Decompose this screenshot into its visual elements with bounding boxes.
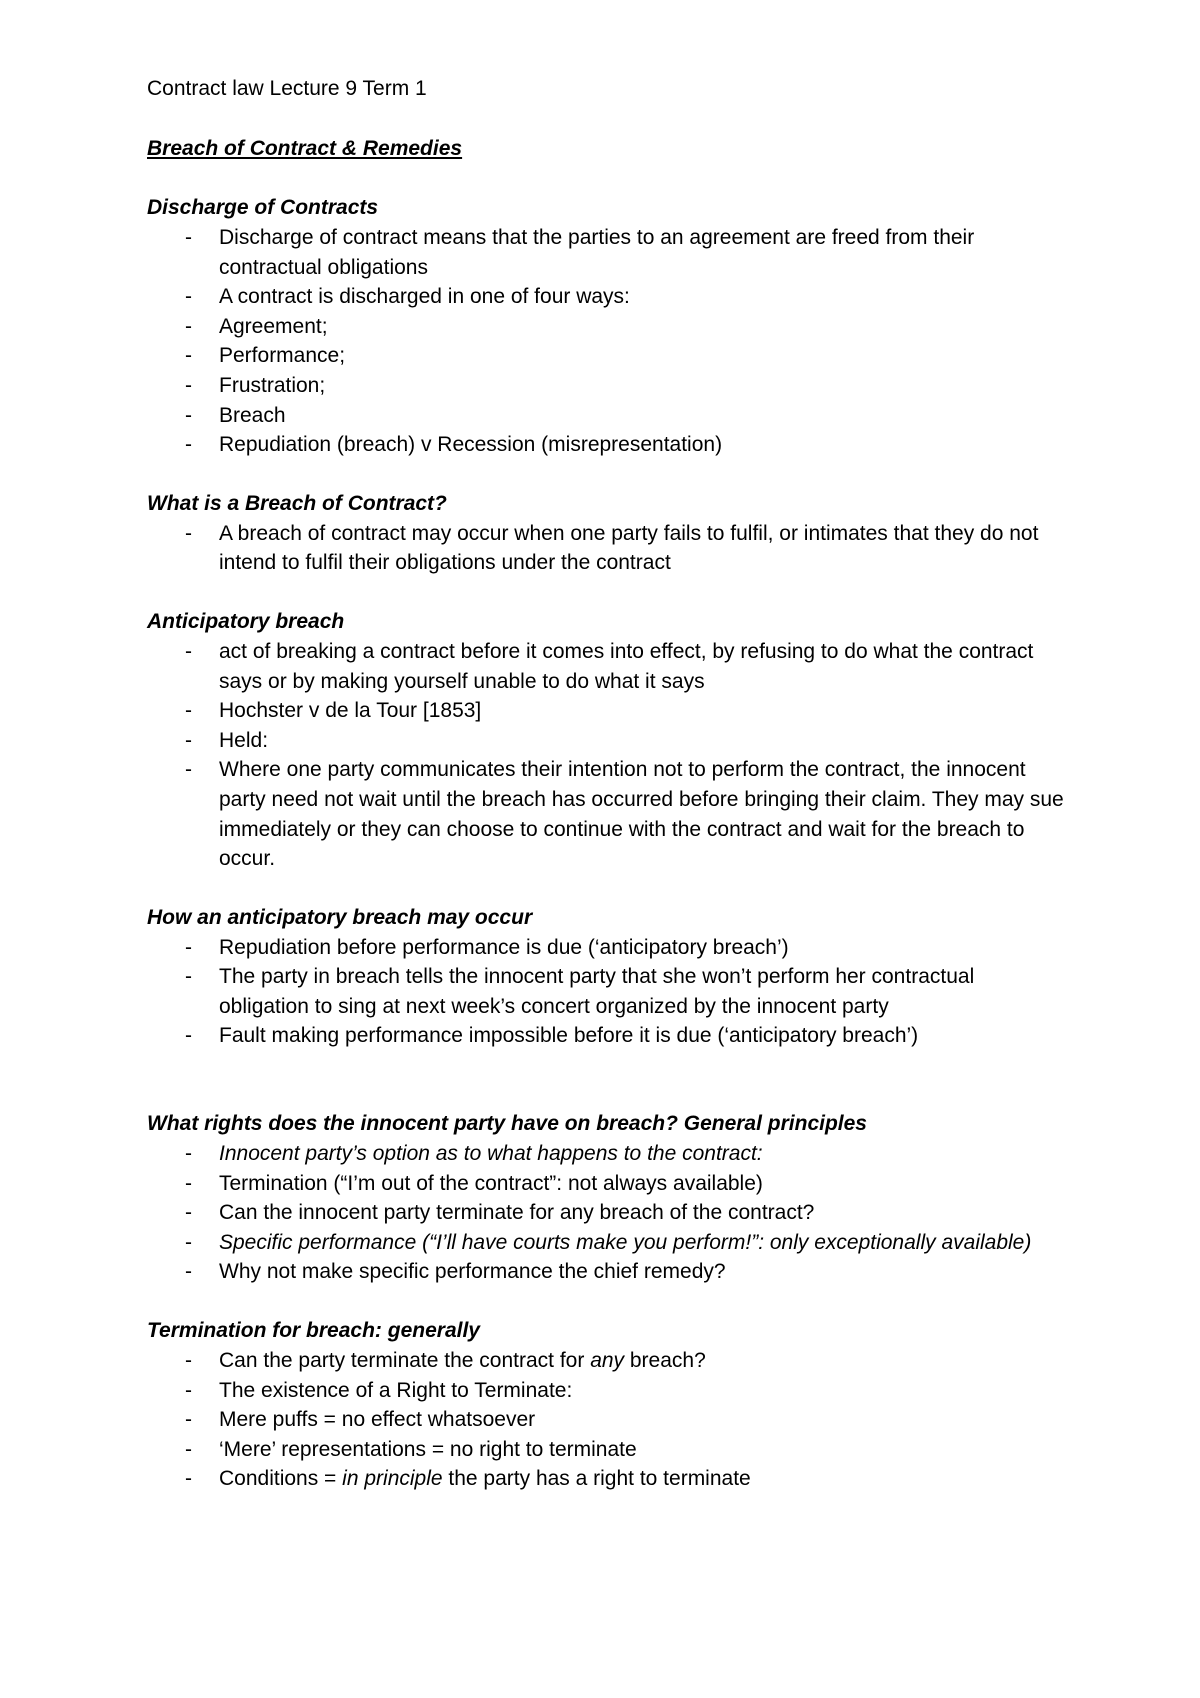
list-item <box>147 371 1067 401</box>
list-item-text: Hochster v de la Tour [1853] <box>219 699 482 723</box>
dash-bullet-icon: - <box>185 373 192 397</box>
list-item <box>147 1198 1067 1228</box>
list-item <box>147 312 1067 342</box>
list-item-text: The existence of a Right to Terminate: <box>219 1378 573 1402</box>
list-item <box>147 962 1067 1021</box>
list-item <box>147 1346 1067 1376</box>
list-item <box>147 1228 1067 1258</box>
list-item <box>147 1376 1067 1406</box>
bullet-list <box>147 933 1067 1051</box>
list-item <box>147 430 1067 460</box>
list-item <box>147 637 1067 696</box>
list-item <box>147 696 1067 726</box>
list-item-text: Why not make specific performance the chief remedy? <box>219 1260 726 1284</box>
dash-bullet-icon: - <box>185 935 192 959</box>
main-heading: Breach of Contract & Remedies <box>147 137 463 160</box>
dash-bullet-icon: - <box>185 403 192 427</box>
bullet-list <box>147 223 1067 460</box>
dash-bullet-icon: - <box>185 344 192 368</box>
list-item-text: Agreement; <box>219 314 328 338</box>
bullet-list <box>147 1346 1067 1494</box>
section-heading: Termination for breach: generally <box>147 1319 480 1343</box>
list-item-text: any <box>590 1349 625 1373</box>
list-item <box>147 1405 1067 1435</box>
section-heading: Anticipatory breach <box>147 609 345 633</box>
dash-bullet-icon: - <box>185 433 192 457</box>
section <box>147 193 1067 460</box>
section <box>147 903 1067 1051</box>
dash-bullet-icon: - <box>185 965 192 989</box>
sections-container <box>147 193 1067 1494</box>
list-item-text: The party in breach tells the innocent party that she won’t perform her contractual obligation to sing at next week’s concert organized by the innocent party <box>219 965 975 1018</box>
section-heading: How an anticipatory breach may occur <box>147 905 533 929</box>
dash-bullet-icon: - <box>185 1260 192 1284</box>
dash-bullet-icon: - <box>185 1024 192 1048</box>
section <box>147 1109 1067 1287</box>
dash-bullet-icon: - <box>185 699 192 723</box>
list-item <box>147 1139 1067 1169</box>
dash-bullet-icon: - <box>185 1349 192 1373</box>
list-item-text: the party has a right to terminate <box>442 1467 751 1491</box>
dash-bullet-icon: - <box>185 285 192 309</box>
dash-bullet-icon: - <box>185 1467 192 1491</box>
list-item-text: Performance; <box>219 344 346 368</box>
list-item-text: Conditions = <box>219 1467 343 1491</box>
list-item-text: Discharge of contract means that the parties to an agreement are freed from their contractual obligations <box>219 226 975 279</box>
list-item-text: Held: <box>219 728 269 752</box>
list-item-text: Repudiation before performance is due (‘anticipatory breach’) <box>219 935 789 959</box>
list-item-text: act of breaking a contract before it comes into effect, by refusing to do what the contract says or by making yourself unable to do what it says <box>219 639 1034 693</box>
dash-bullet-icon: - <box>185 521 192 545</box>
list-item-text: ‘Mere’ representations = no right to terminate <box>219 1437 637 1461</box>
list-item-text: Frustration; <box>219 373 326 397</box>
dash-bullet-icon: - <box>185 314 192 338</box>
list-item <box>147 1257 1067 1287</box>
list-item-text: Fault making performance impossible before it is due (‘anticipatory breach’) <box>219 1024 919 1048</box>
list-item-text: Breach <box>219 403 286 427</box>
list-item-text: Termination (“I’m out of the contract”: not always available) <box>219 1171 763 1195</box>
list-item-text: Specific performance (“I’ll have courts make you perform!”: only exceptionally available) <box>219 1230 1032 1254</box>
list-item-text: Innocent party’s option as to what happens to the contract: <box>219 1142 763 1166</box>
dash-bullet-icon: - <box>185 639 192 663</box>
list-item-text: breach? <box>624 1349 706 1373</box>
section <box>147 489 1067 578</box>
section-heading: What is a Breach of Contract? <box>147 491 447 515</box>
section-heading: What rights does the innocent party have on breach? General principles <box>147 1112 867 1136</box>
list-item <box>147 223 1067 282</box>
list-item-text: A breach of contract may occur when one party fails to fulfil, or intimates that they do not intend to fulfil their obligations under the contract <box>219 521 1039 575</box>
dash-bullet-icon: - <box>185 1201 192 1225</box>
list-item-text: Can the innocent party terminate for any breach of the contract? <box>219 1201 815 1225</box>
list-item <box>147 282 1067 312</box>
list-item <box>147 933 1067 963</box>
bullet-list <box>147 519 1067 578</box>
bullet-list <box>147 1139 1067 1287</box>
list-item <box>147 1021 1067 1051</box>
dash-bullet-icon: - <box>185 1142 192 1166</box>
dash-bullet-icon: - <box>185 728 192 752</box>
section-heading: Discharge of Contracts <box>147 196 379 219</box>
list-item-text: Repudiation (breach) v Recession (misrepresentation) <box>219 433 723 457</box>
list-item-text: in principle <box>342 1467 443 1491</box>
list-item-text: Where one party communicates their intention not to perform the contract, the innocent party need not wait until the breach has occurred before bringing their claim. They may sue immediately or they can choose to continue with the contract and wait for the breach to occur. <box>219 758 1064 871</box>
list-item <box>147 1435 1067 1465</box>
list-item <box>147 755 1067 873</box>
dash-bullet-icon: - <box>185 1437 192 1461</box>
document-page <box>147 74 1067 1523</box>
dash-bullet-icon: - <box>185 1408 192 1432</box>
list-item-text: A contract is discharged in one of four ways: <box>219 285 630 309</box>
list-item <box>147 519 1067 578</box>
list-item <box>147 341 1067 371</box>
dash-bullet-icon: - <box>185 758 192 782</box>
bullet-list <box>147 637 1067 874</box>
list-item <box>147 726 1067 756</box>
list-item <box>147 1169 1067 1199</box>
dash-bullet-icon: - <box>185 1378 192 1402</box>
section <box>147 607 1067 874</box>
list-item <box>147 401 1067 431</box>
dash-bullet-icon: - <box>185 1171 192 1195</box>
dash-bullet-icon: - <box>185 226 192 249</box>
list-item-text: Can the party terminate the contract for <box>219 1349 591 1373</box>
document-title: Contract law Lecture 9 Term 1 <box>147 77 427 100</box>
list-item-text: Mere puffs = no effect whatsoever <box>219 1408 536 1432</box>
list-item <box>147 1464 1067 1494</box>
section <box>147 1316 1067 1494</box>
dash-bullet-icon: - <box>185 1230 192 1254</box>
